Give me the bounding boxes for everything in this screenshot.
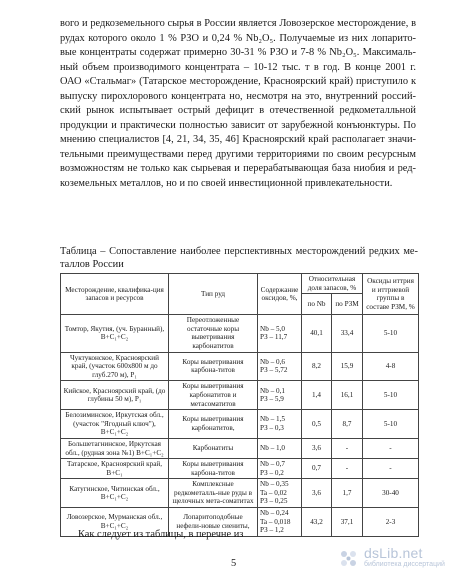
cell-content xyxy=(258,352,302,381)
cell-by-rzm: 37,1 xyxy=(332,508,363,537)
content-value: РЗ – 0,3 xyxy=(260,424,284,433)
cell-deposit: Томтор, Якутия, (уч. Буранный), B+C₁+C₂ xyxy=(61,315,169,352)
header-ore-type: Тип руд xyxy=(169,274,258,315)
paragraph-line: ский рынок испытывает острый дефицит в отечественной редкометалльной xyxy=(60,105,416,116)
content-value: Nb – 1,5 xyxy=(260,415,285,424)
cell-content xyxy=(258,315,302,352)
paragraph-line: ОАО «Стальмаг» (Татарское месторождение, Красноярский край) приступило к xyxy=(60,76,416,87)
content-value: Ta – 0,02 xyxy=(260,488,287,497)
cell-deposit: Татарское, Красноярский край, B+C₁ xyxy=(61,459,169,479)
header-relative-share: Относительная доля запасов, % xyxy=(302,274,363,294)
paragraph-line: возможностям не только как сырьевая и перерабатывающая база ниобия и ред- xyxy=(60,163,416,174)
cell-by-rzm: 33,4 xyxy=(332,315,363,352)
cell-content xyxy=(258,508,302,537)
content-value: РЗ – 0,2 xyxy=(260,468,284,477)
content-value: РЗ – 5,9 xyxy=(260,395,284,404)
caption-line: таллов России xyxy=(60,258,124,270)
cell-ore-type: Коры выветривания карбонатитов и метасоматитов xyxy=(169,381,258,410)
table-row xyxy=(61,352,419,381)
cell-ore-type: Переотложенные остаточные коры выветривания карбонатитов xyxy=(169,315,258,352)
cell-yttrium: 5-10 xyxy=(363,315,419,352)
table-row xyxy=(61,459,419,479)
cell-content xyxy=(258,479,302,508)
table-row xyxy=(61,315,419,352)
content-value: Nb – 0,35 xyxy=(260,480,289,489)
watermark-subtitle: библиотека диссертаций xyxy=(364,561,445,568)
table-row xyxy=(61,438,419,458)
cell-yttrium: 4-8 xyxy=(363,352,419,381)
cell-by-nb: 8,2 xyxy=(302,352,332,381)
cell-by-nb: 43,2 xyxy=(302,508,332,537)
paragraph-line: выпуску пирохлорового концентрата но, несмотря на это, внутренний россий- xyxy=(60,90,416,102)
content-value: Nb – 5,0 xyxy=(260,324,285,333)
cell-content xyxy=(258,438,302,458)
cell-yttrium: - xyxy=(363,438,419,458)
cell-yttrium: - xyxy=(363,459,419,479)
content-value: Ta – 0,018 xyxy=(260,517,291,526)
content-value: РЗ – 5,72 xyxy=(260,366,288,375)
page-number: 5 xyxy=(231,558,237,569)
paragraph-line: вого и редкоземельного сырья в России является Ловозерское месторождение, в xyxy=(60,18,416,29)
dslib-logo-icon xyxy=(338,548,360,570)
cell-deposit: Большетагнинское, Иркутская обл., (рудная зона №1) B+C₁+C₂ xyxy=(61,438,169,458)
cell-ore-type: Коры выветривания карбонатитов, xyxy=(169,410,258,439)
cell-content xyxy=(258,410,302,439)
content-value: Nb – 0,1 xyxy=(260,386,285,395)
cell-by-nb: 1,4 xyxy=(302,381,332,410)
cell-by-rzm: - xyxy=(332,459,363,479)
cell-by-rzm: 8,7 xyxy=(332,410,363,439)
paragraph-line: тельными преимуществами перед другими территориями по своим ресурсным xyxy=(60,148,416,160)
cell-deposit: Чуктуконское, Красноярский край, (участок 600x800 м до глуб.270 м), P₁ xyxy=(61,352,169,381)
content-value: Nb – 0,6 xyxy=(260,357,285,366)
cell-by-nb: 3,6 xyxy=(302,438,332,458)
watermark-title: dsLib.net xyxy=(364,545,423,561)
cell-ore-type: Карбонатиты xyxy=(169,438,258,458)
paragraph-line: продукции и практически полностью зависит от зарубежной конъюнктуры. По xyxy=(60,119,416,131)
cell-by-nb: 0,7 xyxy=(302,459,332,479)
table-header-row xyxy=(61,274,419,294)
cell-deposit: Ловозерское, Мурманская обл., B+C₁+C₂ xyxy=(61,508,169,537)
content-value: РЗ – 11,7 xyxy=(260,333,288,342)
cell-by-nb: 40,1 xyxy=(302,315,332,352)
content-value: РЗ – 0,25 xyxy=(260,497,288,506)
header-content: Содержание оксидов, %, xyxy=(258,274,302,315)
paragraph-line: ный объем производимого концентрата – 10-12 тыс. т в год. В конце 2001 г. xyxy=(60,61,416,73)
cell-yttrium: 5-10 xyxy=(363,410,419,439)
cell-ore-type: Коры выветривания карбона-титов xyxy=(169,459,258,479)
cell-ore-type: Лопаритоподобные нефели-новые сиениты, xyxy=(169,508,258,537)
paragraph-line: вые концентраты содержат примерно 30-31 % РЗО и 7-8 % Nb₂O₅. Максималь- xyxy=(60,47,416,58)
body-paragraph xyxy=(60,17,416,191)
table-row xyxy=(61,381,419,410)
table-row xyxy=(61,410,419,439)
cell-by-rzm: - xyxy=(332,438,363,458)
content-value: Nb – 0,24 xyxy=(260,509,289,518)
content-value: Nb – 1,0 xyxy=(260,444,285,453)
paragraph-line: рудах которого около 1 % РЗО и 0,24 % Nb₂O₅. Получаемые из них лопарито- xyxy=(60,32,416,44)
cell-by-nb: 0,5 xyxy=(302,410,332,439)
cell-yttrium: 30-40 xyxy=(363,479,419,508)
cell-by-rzm: 1,7 xyxy=(332,479,363,508)
header-deposit: Месторождение, квалифика-ция запасов и ресурсов xyxy=(61,274,169,315)
cell-by-rzm: 16,1 xyxy=(332,381,363,410)
cell-ore-type: Коры выветривания карбона-титов xyxy=(169,352,258,381)
paragraph-line: мнению специалистов [4, 21, 34, 35, 46] Красноярский край располагает значи- xyxy=(60,134,416,145)
content-value: Nb – 0,7 xyxy=(260,460,285,469)
cell-deposit: Катугинское, Читинская обл., B+C₁+C₂ xyxy=(61,479,169,508)
paragraph-line: коземельных металлов, но и по своей инвестиционной привлекательности. xyxy=(60,177,393,189)
table-row xyxy=(61,479,419,508)
deposits-table xyxy=(60,273,419,537)
table-caption xyxy=(60,246,418,271)
content-value: РЗ – 1,2 xyxy=(260,526,284,535)
cell-deposit: Белозиминское, Иркутская обл., (участок "Ягодный ключ"), B+C₁+C₂ xyxy=(61,410,169,439)
cell-deposit: Кийское, Красноярский край, (до глубины 50 м), P₁ xyxy=(61,381,169,410)
cell-content xyxy=(258,381,302,410)
cell-content xyxy=(258,459,302,479)
cell-ore-type: Комплексные редкометалль-ные руды в щелочных мета-соматитах xyxy=(169,479,258,508)
header-by-nb: по Nb xyxy=(302,294,332,315)
header-by-rzm: по РЗМ xyxy=(332,294,363,315)
caption-line: Таблица – Сопоставление наиболее перспективных месторождений редких ме- xyxy=(60,246,418,257)
cell-by-rzm: 15,9 xyxy=(332,352,363,381)
watermark xyxy=(338,545,445,570)
header-yttrium: Оксиды иттрия и иттриевой группы в составе РЗМ, % xyxy=(363,274,419,315)
cell-by-nb: 3,6 xyxy=(302,479,332,508)
cell-yttrium: 2-3 xyxy=(363,508,419,537)
continuation-text: Как следует из таблицы, в перечне из xyxy=(78,529,244,540)
cell-yttrium: 5-10 xyxy=(363,381,419,410)
